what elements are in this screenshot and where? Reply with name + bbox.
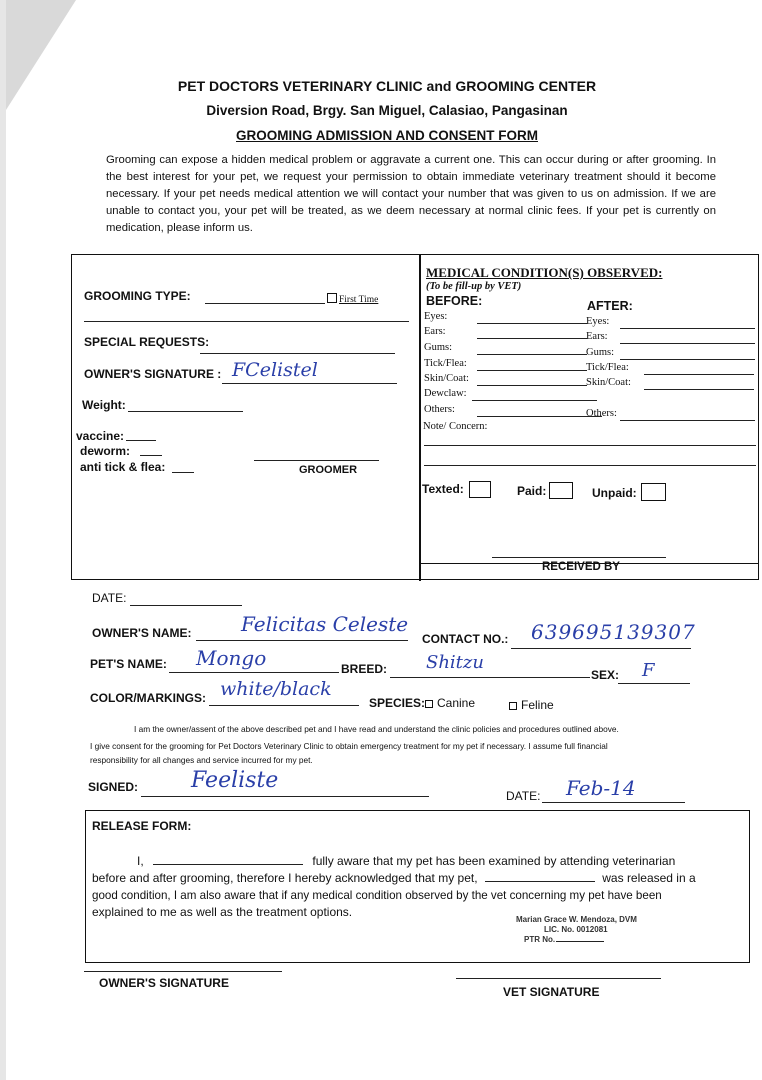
sex-line — [618, 683, 690, 684]
before-item-line — [477, 416, 602, 417]
before-item: Others: — [424, 404, 455, 415]
after-item: Ears: — [586, 331, 608, 342]
before-item-line — [477, 323, 587, 324]
unpaid-label: Unpaid: — [592, 486, 637, 500]
release-pet-line — [485, 881, 595, 882]
after-item: Others: — [586, 408, 617, 419]
breed-value: Shitzu — [426, 652, 484, 673]
after-item: Skin/Coat: — [586, 377, 631, 388]
after-item-line — [644, 374, 754, 375]
special-requests-line — [200, 353, 395, 354]
after-item-line — [620, 420, 755, 421]
grooming-type-line-2 — [84, 321, 409, 322]
note-line-2 — [424, 465, 756, 466]
color-line — [209, 705, 359, 706]
after-item-line — [644, 389, 754, 390]
contact-label: CONTACT NO.: — [422, 632, 509, 646]
unpaid-checkbox[interactable] — [641, 483, 666, 501]
before-item-line — [477, 370, 587, 371]
vet-signature-line — [456, 978, 661, 979]
canine-label: Canine — [437, 696, 476, 710]
first-time-checkbox[interactable] — [327, 293, 337, 303]
vaccine-line — [126, 440, 156, 441]
consent-line-2: I give consent for the grooming for Pet Doctors Veterinary Clinic to obtain emergency treatment for my pet if necessary. I assume full financial — [90, 741, 608, 751]
canine-checkbox[interactable] — [425, 700, 433, 708]
release-i: I, — [137, 854, 144, 868]
texted-checkbox[interactable] — [469, 481, 491, 498]
vet-signature-label: VET SIGNATURE — [503, 985, 600, 999]
contact-line — [511, 648, 691, 649]
groomer-line — [254, 460, 379, 461]
consent-line-1: I am the owner/assent of the above described pet and I have read and understand the clinic policies and procedures outlined above. — [134, 724, 619, 734]
owner-signature-bottom-label: OWNER'S SIGNATURE — [99, 976, 229, 990]
sex-label: SEX: — [591, 668, 620, 682]
before-item-line — [477, 354, 587, 355]
vet-stamp-ptr: PTR No. — [524, 935, 556, 944]
pet-name-label: PET'S NAME: — [90, 657, 167, 671]
anti-tick-label: anti tick & flea: — [80, 460, 166, 474]
owner-name-label: OWNER'S NAME: — [92, 626, 192, 640]
breed-label: BREED: — [341, 662, 388, 676]
color-value: white/black — [220, 678, 332, 700]
note-line-1 — [424, 445, 756, 446]
owner-signature-label: OWNER'S SIGNATURE : — [84, 367, 222, 381]
pet-name-value: Mongo — [196, 646, 267, 670]
feline-label: Feline — [521, 698, 554, 712]
after-item-line — [620, 328, 755, 329]
after-item: Eyes: — [586, 316, 610, 327]
deworm-line — [140, 455, 162, 456]
date2-value: Feb-14 — [566, 776, 636, 800]
feline-checkbox[interactable] — [509, 702, 517, 710]
received-signature-line — [492, 557, 666, 558]
before-item-line — [472, 400, 597, 401]
signed-label: SIGNED: — [88, 780, 139, 794]
medical-subtitle: (To be fill-up by VET) — [426, 281, 522, 292]
after-item-line — [620, 343, 755, 344]
after-label: AFTER: — [587, 299, 633, 313]
clinic-name: PET DOCTORS VETERINARY CLINIC and GROOMING CENTER — [177, 78, 597, 94]
date2-label: DATE: — [506, 789, 541, 803]
owner-name-line — [196, 640, 408, 641]
form-page — [6, 0, 762, 1080]
owner-signature-value: FCelistel — [232, 359, 318, 381]
date-label: DATE: — [92, 591, 127, 605]
vet-stamp-lic: LIC. No. 0012081 — [544, 925, 608, 934]
before-item: Tick/Flea: — [424, 358, 467, 369]
date-line — [130, 605, 242, 606]
owner-signature-line — [222, 383, 397, 384]
signed-value: Feeliste — [191, 768, 279, 793]
release-text — [92, 853, 742, 921]
box-divider — [419, 255, 421, 581]
medical-title: MEDICAL CONDITION(S) OBSERVED: — [426, 265, 663, 280]
form-title: GROOMING ADMISSION AND CONSENT FORM — [236, 128, 538, 143]
weight-line — [128, 411, 243, 412]
first-time-label: First Time — [339, 295, 379, 305]
sex-value: F — [642, 660, 655, 681]
paid-checkbox[interactable] — [549, 482, 573, 499]
species-label: SPECIES: — [369, 696, 426, 710]
vaccine-label: vaccine: — [76, 429, 125, 443]
before-item: Skin/Coat: — [424, 373, 469, 384]
vet-stamp-name: Marian Grace W. Mendoza, DVM — [516, 915, 637, 924]
pet-name-line — [169, 672, 339, 673]
grooming-type-label: GROOMING TYPE: — [84, 289, 191, 303]
grooming-type-line — [205, 303, 325, 304]
received-by-label: RECEIVED BY — [542, 561, 620, 573]
release-text-4: explained to me as well as the treatment options. — [92, 905, 353, 919]
texted-label: Texted: — [422, 482, 464, 496]
release-text-3: good condition, I am also aware that if any medical condition observed by the vet concerning my pet have been — [92, 889, 662, 902]
vet-stamp-ptr-line — [556, 941, 604, 942]
before-item: Dewclaw: — [424, 388, 467, 399]
after-item: Tick/Flea: — [586, 362, 629, 373]
after-item-line — [620, 359, 755, 360]
before-item-line — [477, 338, 587, 339]
release-name-line — [153, 864, 303, 865]
weight-label: Weight: — [82, 398, 126, 412]
before-item-line — [477, 385, 587, 386]
before-label: BEFORE: — [426, 294, 483, 308]
intro-paragraph: Grooming can expose a hidden medical problem or aggravate a current one. This can occur during or after grooming. In the best interest for your pet, we request your permission to obtain immediate veterinary treatment should it become necessary. If your pet needs medical attention we will contact your number that was given to us on admission. If we are unable to contact you, your pet will be treated, as we deem necessary at normal clinic fees. If your pet is currently on medication, please inform us. — [106, 154, 716, 234]
release-text-2b: was released in a — [602, 871, 696, 885]
breed-line — [390, 677, 590, 678]
signed-line — [141, 796, 429, 797]
deworm-label: deworm: — [80, 444, 131, 458]
after-item: Gums: — [586, 347, 615, 358]
owner-name-value: Felicitas Celeste — [241, 612, 409, 636]
anti-tick-line — [172, 472, 194, 473]
color-label: COLOR/MARKINGS: — [90, 691, 206, 705]
date2-line — [542, 802, 685, 803]
release-text-2: before and after grooming, therefore I hereby acknowledged that my pet, — [92, 871, 478, 885]
release-title: RELEASE FORM: — [92, 819, 192, 833]
consent-line-3: responsibility for all changes and service incurred for my pet. — [90, 755, 313, 765]
grooming-box — [71, 254, 759, 580]
paid-label: Paid: — [517, 484, 547, 498]
before-item: Gums: — [424, 342, 453, 353]
release-form-box — [85, 810, 750, 963]
special-requests-label: SPECIAL REQUESTS: — [84, 335, 210, 349]
clinic-address: Diversion Road, Brgy. San Miguel, Calasiao, Pangasinan — [206, 103, 568, 118]
owner-signature-bottom-line — [84, 971, 282, 972]
contact-value: 639695139307 — [531, 620, 696, 644]
before-item: Ears: — [424, 326, 446, 337]
release-text-1: fully aware that my pet has been examined by attending veterinarian — [312, 854, 676, 868]
before-item: Eyes: — [424, 311, 448, 322]
note-label: Note/ Concern: — [423, 421, 488, 432]
groomer-label: GROOMER — [299, 464, 358, 476]
